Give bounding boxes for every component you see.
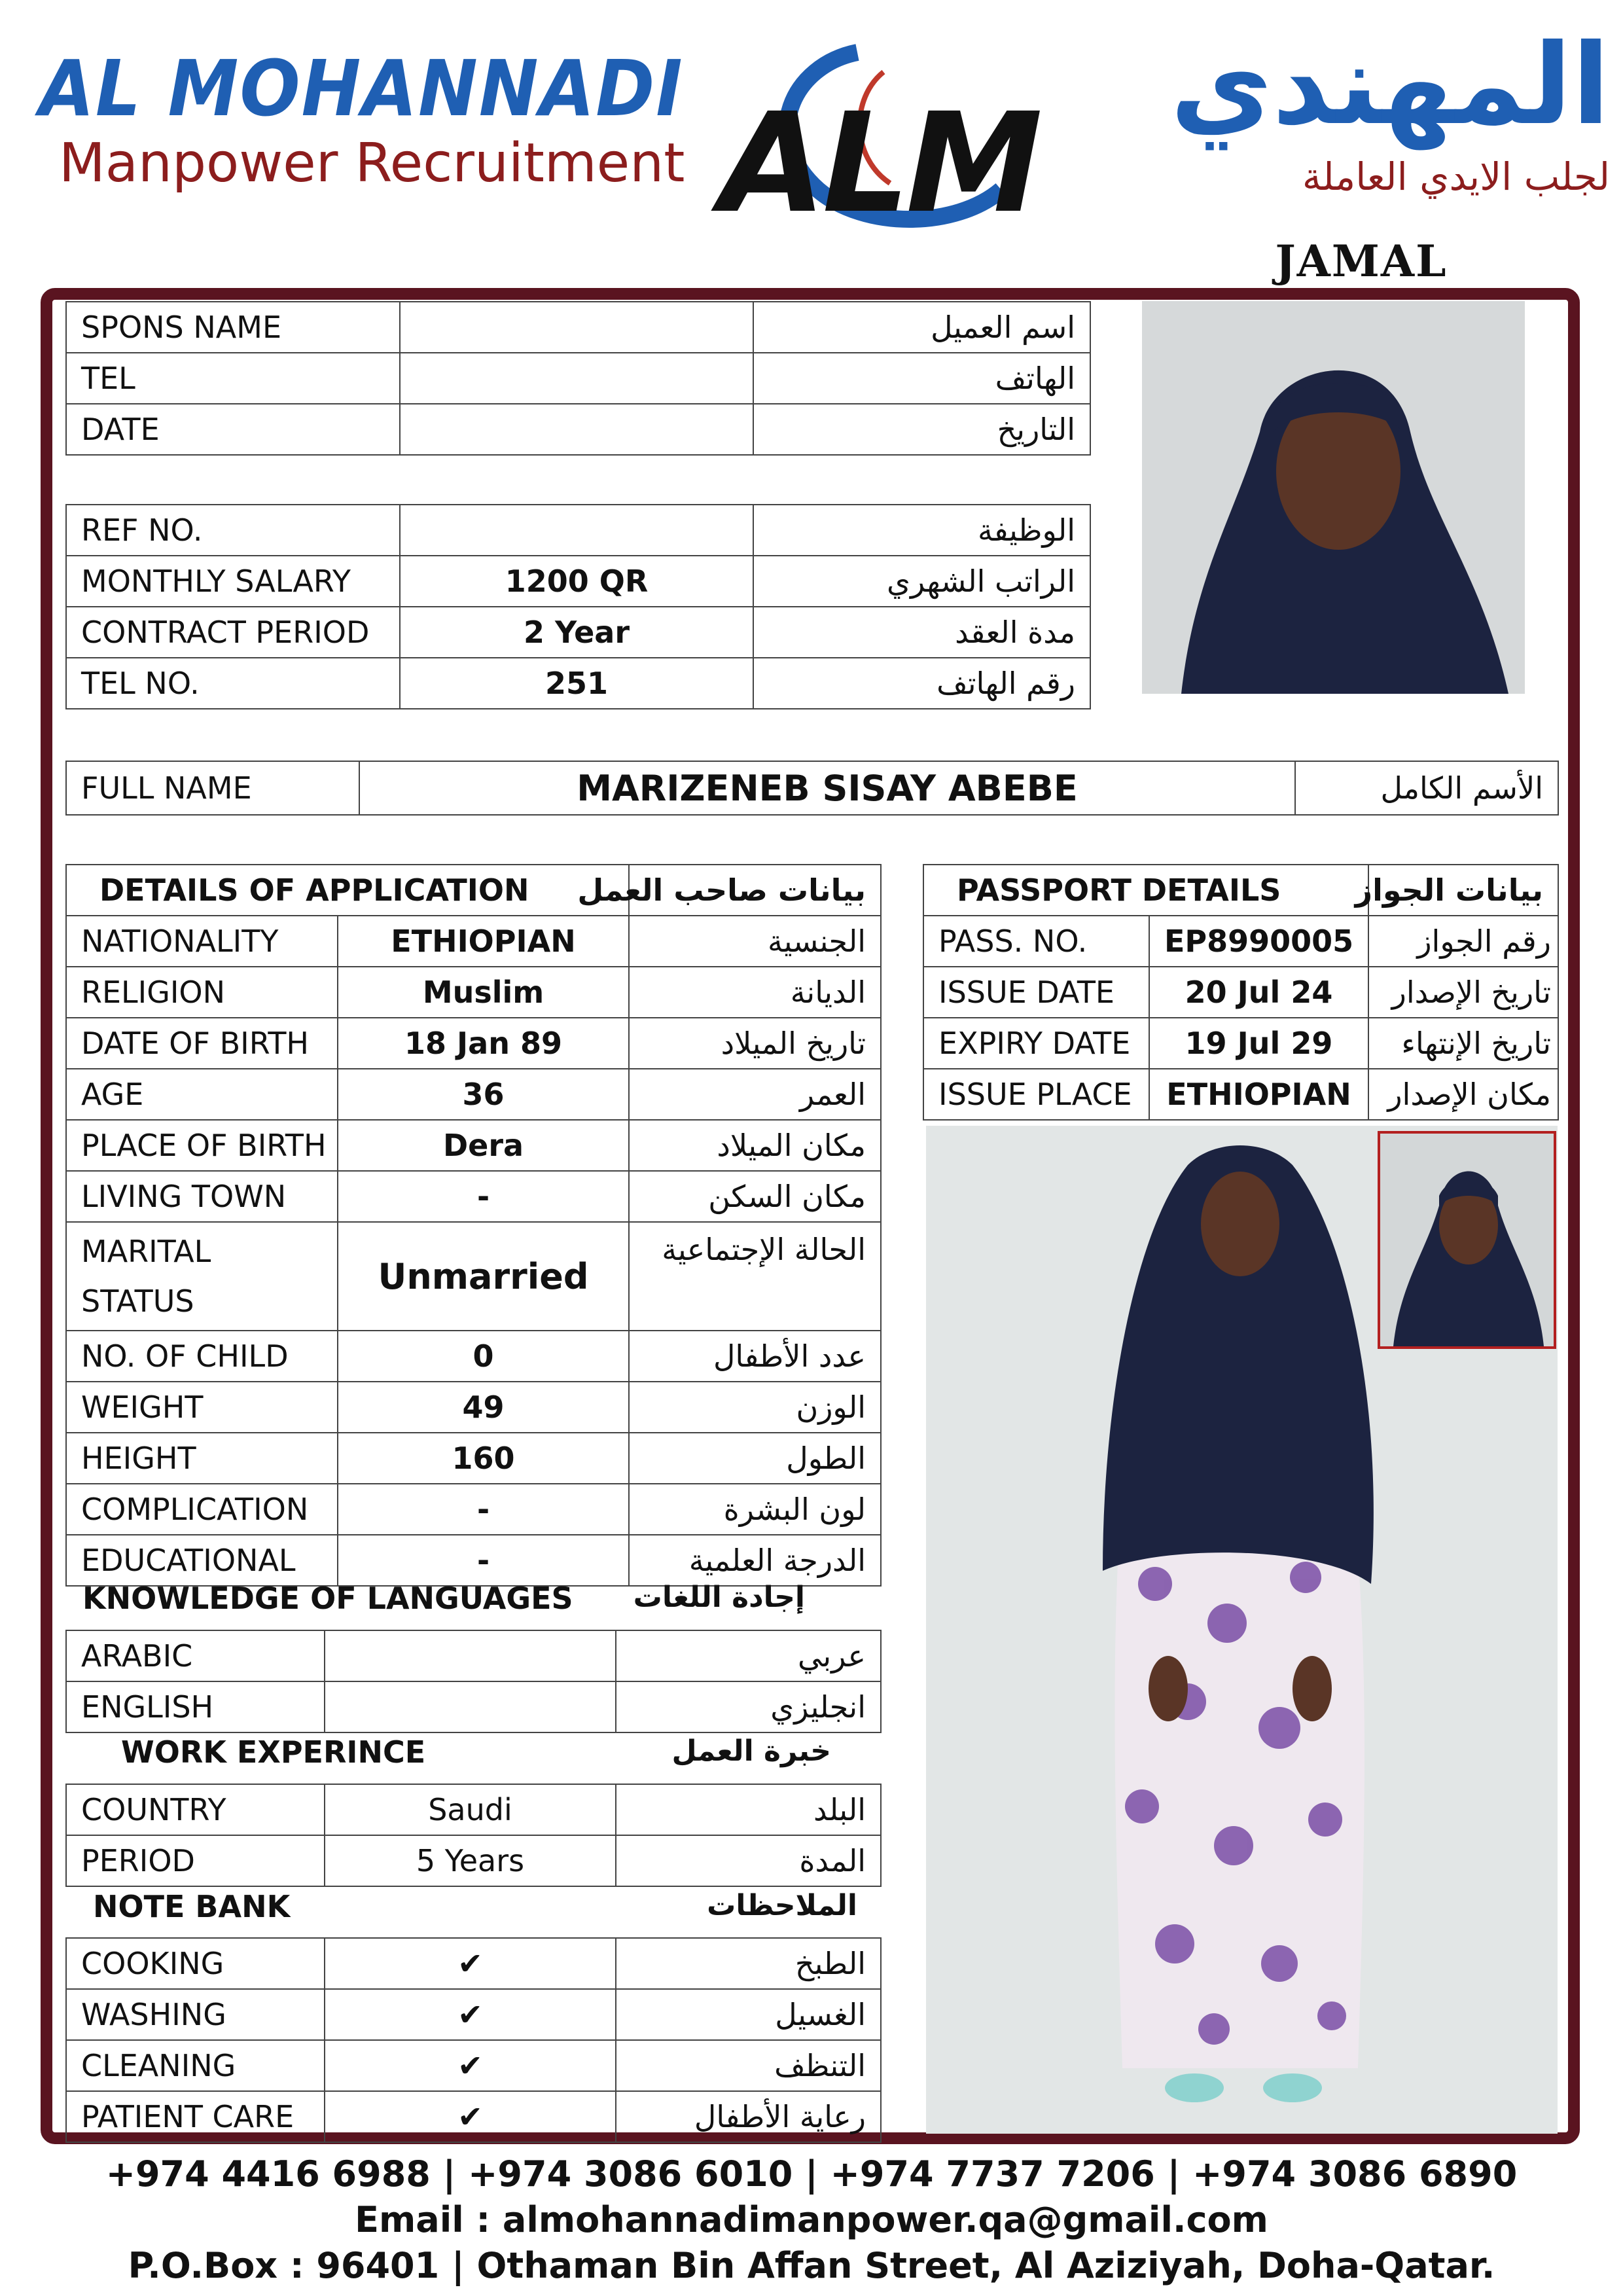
notes-title: NOTE BANK xyxy=(93,1889,291,1924)
table-row xyxy=(66,761,1558,815)
row-label: MONTHLY SALARY xyxy=(66,556,400,607)
row-label-arabic: انجليزي xyxy=(616,1681,881,1732)
row-value: 20 Jul 24 xyxy=(1149,967,1368,1018)
row-label-arabic: اسم العميل xyxy=(753,302,1090,353)
table-row xyxy=(66,967,881,1018)
row-value: ETHIOPIAN xyxy=(1149,1069,1368,1120)
row-value: - xyxy=(338,1171,629,1222)
table-row xyxy=(66,1535,881,1586)
full-name-label-arabic: الأسم الكامل xyxy=(1295,761,1558,815)
logo-text: ALM xyxy=(720,83,1039,243)
brand-tagline-arabic: لجلب الايدي العاملة xyxy=(1302,154,1610,199)
row-label-arabic: عربي xyxy=(616,1630,881,1681)
row-label-arabic: المدة xyxy=(616,1835,881,1886)
table-row xyxy=(66,1069,881,1120)
table-row xyxy=(66,1630,881,1681)
row-label: PATIENT CARE xyxy=(66,2091,325,2142)
full-body-photo xyxy=(926,1126,1558,2134)
brand-name: AL MOHANNADI xyxy=(39,43,684,134)
passport-table xyxy=(923,864,1559,1121)
check-icon: ✔ xyxy=(325,1938,616,1989)
table-row xyxy=(66,2091,881,2142)
row-label: COOKING xyxy=(66,1938,325,1989)
table-row xyxy=(66,1018,881,1069)
languages-title-arabic: إجادة اللغات xyxy=(633,1581,805,1614)
row-label-line1: MARITAL xyxy=(81,1234,211,1269)
row-value: 0 xyxy=(338,1331,629,1382)
row-label-arabic: الوزن xyxy=(629,1382,881,1433)
footer-address: P.O.Box : 96401 | Othaman Bin Affan Street, Al Aziziyah, Doha-Qatar. xyxy=(128,2245,1495,2286)
row-label-arabic: رعاية الأطفال xyxy=(616,2091,881,2142)
brand-tagline: Manpower Recruitment xyxy=(59,132,685,194)
table-row xyxy=(923,916,1558,967)
row-label-arabic: البلد xyxy=(616,1784,881,1835)
check-icon: ✔ xyxy=(325,1989,616,2040)
table-row xyxy=(66,1222,881,1331)
row-label: DATE OF BIRTH xyxy=(66,1018,338,1069)
table-row xyxy=(66,1382,881,1433)
row-label-arabic: الطول xyxy=(629,1433,881,1484)
row-label-arabic: الغسيل xyxy=(616,1989,881,2040)
row-label-arabic: الوظيفة xyxy=(753,505,1090,556)
row-label-arabic: رقم الهاتف xyxy=(753,658,1090,709)
row-label: WEIGHT xyxy=(66,1382,338,1433)
table-row xyxy=(66,916,881,967)
row-label xyxy=(66,1222,338,1331)
table-row xyxy=(66,607,1090,658)
row-value xyxy=(400,404,753,455)
row-value xyxy=(400,505,753,556)
table-row xyxy=(923,1018,1558,1069)
agent-name: JAMAL xyxy=(1275,236,1448,287)
portrait-figure-icon xyxy=(1142,301,1525,694)
row-value: Dera xyxy=(338,1120,629,1171)
languages-title: KNOWLEDGE OF LANGUAGES xyxy=(82,1581,573,1616)
table-row xyxy=(66,302,1090,353)
row-label: ISSUE PLACE xyxy=(923,1069,1149,1120)
row-label-arabic: مكان السكن xyxy=(629,1171,881,1222)
table-row xyxy=(66,1784,881,1835)
row-label-arabic: لون البشرة xyxy=(629,1484,881,1535)
row-label-arabic: تاريخ الميلاد xyxy=(629,1018,881,1069)
row-label-arabic: العمر xyxy=(629,1069,881,1120)
row-label: COMPLICATION xyxy=(66,1484,338,1535)
table-row xyxy=(66,658,1090,709)
table-row xyxy=(66,1989,881,2040)
row-value: Muslim xyxy=(338,967,629,1018)
passport-photo xyxy=(1378,1131,1556,1349)
row-label: SPONS NAME xyxy=(66,302,400,353)
row-value: 2 Year xyxy=(400,607,753,658)
notes-title-arabic: الملاحظات xyxy=(707,1889,857,1922)
check-icon: ✔ xyxy=(325,2091,616,2142)
footer-phones: +974 4416 6988 | +974 3086 6010 | +974 7737 7206 | +974 3086 6890 xyxy=(105,2153,1518,2195)
row-label-arabic: مكان الميلاد xyxy=(629,1120,881,1171)
row-label-arabic: مدة العقد xyxy=(753,607,1090,658)
row-value xyxy=(400,353,753,404)
application-title-arabic: بيانات صاحب العمل xyxy=(629,865,881,916)
row-label: EDUCATIONAL xyxy=(66,1535,338,1586)
row-label-arabic: رقم الجواز xyxy=(1368,916,1558,967)
row-value: 1200 QR xyxy=(400,556,753,607)
row-label: AGE xyxy=(66,1069,338,1120)
table-row xyxy=(66,1681,881,1732)
table-row xyxy=(923,967,1558,1018)
check-icon: ✔ xyxy=(325,2040,616,2091)
row-value: 49 xyxy=(338,1382,629,1433)
sponsor-table xyxy=(65,301,1091,456)
full-name-table xyxy=(65,761,1559,816)
brand-name-block xyxy=(39,43,707,196)
table-row xyxy=(66,404,1090,455)
row-label-arabic: الجنسية xyxy=(629,916,881,967)
table-row xyxy=(66,1835,881,1886)
row-value: EP8990005 xyxy=(1149,916,1368,967)
table-row xyxy=(66,556,1090,607)
row-value xyxy=(325,1630,616,1681)
row-value: Saudi xyxy=(325,1784,616,1835)
table-row xyxy=(66,1331,881,1382)
table-row xyxy=(66,505,1090,556)
row-label: PASS. NO. xyxy=(923,916,1149,967)
row-value: Unmarried xyxy=(338,1222,629,1331)
row-value: 251 xyxy=(400,658,753,709)
full-name-value: MARIZENEB SISAY ABEBE xyxy=(359,761,1295,815)
languages-table xyxy=(65,1630,882,1733)
row-label: ISSUE DATE xyxy=(923,967,1149,1018)
row-value: 5 Years xyxy=(325,1835,616,1886)
row-value: 19 Jul 29 xyxy=(1149,1018,1368,1069)
row-label: CLEANING xyxy=(66,2040,325,2091)
row-label-arabic: الديانة xyxy=(629,967,881,1018)
row-value: 18 Jan 89 xyxy=(338,1018,629,1069)
row-label-arabic: الطبخ xyxy=(616,1938,881,1989)
row-label-arabic: الهاتف xyxy=(753,353,1090,404)
row-label-arabic: الراتب الشهري xyxy=(753,556,1090,607)
row-label: PLACE OF BIRTH xyxy=(66,1120,338,1171)
table-header-row xyxy=(66,865,881,916)
row-label-line2: STATUS xyxy=(81,1283,194,1319)
row-label: EXPIRY DATE xyxy=(923,1018,1149,1069)
row-label: RELIGION xyxy=(66,967,338,1018)
row-label-arabic: عدد الأطفال xyxy=(629,1331,881,1382)
row-label: WASHING xyxy=(66,1989,325,2040)
row-label-arabic: تاريخ الإصدار xyxy=(1368,967,1558,1018)
row-label: DATE xyxy=(66,404,400,455)
row-label: ARABIC xyxy=(66,1630,325,1681)
table-row xyxy=(66,1938,881,1989)
row-label-arabic: تاريخ الإنتهاء xyxy=(1368,1018,1558,1069)
row-label: PERIOD xyxy=(66,1835,325,1886)
row-label: ENGLISH xyxy=(66,1681,325,1732)
brand-name-arabic-block xyxy=(1073,20,1610,216)
row-label: TEL xyxy=(66,353,400,404)
full-name-label: FULL NAME xyxy=(66,761,359,815)
experience-title-arabic: خبرة العمل xyxy=(671,1734,831,1768)
row-label: NATIONALITY xyxy=(66,916,338,967)
row-label: CONTRACT PERIOD xyxy=(66,607,400,658)
row-label-arabic: الحالة الإجتماعية xyxy=(629,1222,881,1331)
row-value: ETHIOPIAN xyxy=(338,916,629,967)
table-row xyxy=(66,1171,881,1222)
portrait-photo xyxy=(1142,301,1525,694)
row-label: HEIGHT xyxy=(66,1433,338,1484)
row-value: 160 xyxy=(338,1433,629,1484)
experience-table xyxy=(65,1784,882,1887)
alm-logo xyxy=(720,26,1060,242)
passport-portrait-icon xyxy=(1380,1134,1554,1346)
row-label: NO. OF CHILD xyxy=(66,1331,338,1382)
job-table xyxy=(65,504,1091,709)
row-value: - xyxy=(338,1535,629,1586)
row-label-arabic: مكان الإصدار xyxy=(1368,1069,1558,1120)
table-row xyxy=(66,1433,881,1484)
passport-title: PASSPORT DETAILS xyxy=(923,865,1368,916)
row-label-arabic: الدرجة العلمية xyxy=(629,1535,881,1586)
row-label: COUNTRY xyxy=(66,1784,325,1835)
table-row xyxy=(923,1069,1558,1120)
table-row xyxy=(66,353,1090,404)
row-label: REF NO. xyxy=(66,505,400,556)
row-label-arabic: التنظف xyxy=(616,2040,881,2091)
row-label-arabic: التاريخ xyxy=(753,404,1090,455)
row-label: TEL NO. xyxy=(66,658,400,709)
passport-title-arabic: بيانات الجواز xyxy=(1368,865,1558,916)
row-value xyxy=(400,302,753,353)
row-label: LIVING TOWN xyxy=(66,1171,338,1222)
row-value: - xyxy=(338,1484,629,1535)
application-table xyxy=(65,864,882,1587)
table-row xyxy=(66,2040,881,2091)
table-header-row xyxy=(923,865,1558,916)
row-value: 36 xyxy=(338,1069,629,1120)
table-row xyxy=(66,1484,881,1535)
experience-title: WORK EXPERINCE xyxy=(121,1734,426,1770)
table-row xyxy=(66,1120,881,1171)
notes-table xyxy=(65,1937,882,2143)
brand-name-arabic: المهندي xyxy=(1170,20,1610,150)
application-title: DETAILS OF APPLICATION xyxy=(66,865,629,916)
row-value xyxy=(325,1681,616,1732)
footer-email[interactable]: Email : almohannadimanpower.qa@gmail.com xyxy=(355,2199,1268,2240)
